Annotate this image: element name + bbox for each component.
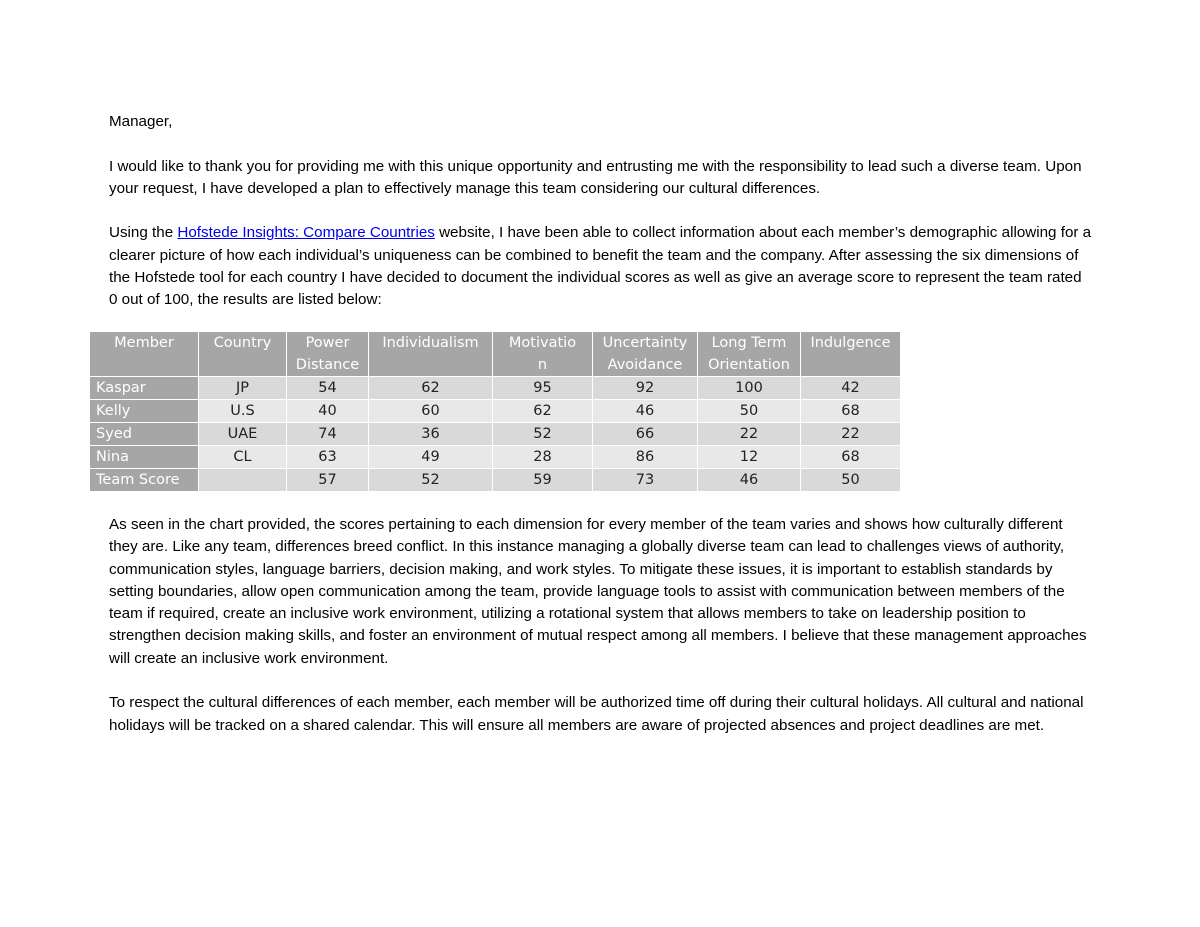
header-long-term-orientation — [698, 332, 801, 377]
member-name: Nina — [90, 446, 199, 469]
letter-body — [109, 111, 1094, 334]
table-cell: 22 — [801, 423, 901, 446]
table-cell: 57 — [287, 469, 369, 492]
table-cell: 60 — [369, 400, 493, 423]
table-header-row — [90, 332, 901, 377]
header-line: Avoidance — [607, 357, 683, 373]
member-name: Kelly — [90, 400, 199, 423]
table-cell: 86 — [593, 446, 698, 469]
table-cell: 49 — [369, 446, 493, 469]
table-cell: 40 — [287, 400, 369, 423]
table-cell: 46 — [698, 469, 801, 492]
hofstede-scores-table — [89, 331, 901, 492]
table-cell: 74 — [287, 423, 369, 446]
header-line: n — [537, 357, 548, 373]
header-line: Individualism — [382, 335, 479, 351]
member-name: Kaspar — [90, 377, 199, 400]
table-cell: U.S — [199, 400, 287, 423]
header-line: Power — [305, 335, 350, 351]
table-cell: JP — [199, 377, 287, 400]
header-line: Indulgence — [810, 335, 891, 351]
header-member — [90, 332, 199, 377]
table-cell: 92 — [593, 377, 698, 400]
table-cell: 59 — [493, 469, 593, 492]
table-row — [90, 400, 901, 423]
table-cell: 62 — [369, 377, 493, 400]
header-motivation — [493, 332, 593, 377]
header-line: Uncertainty — [602, 335, 688, 351]
analysis-paragraph: As seen in the chart provided, the scores pertaining to each dimension for every member of the team varies and shows how culturally different they are. Like any team, differences breed conflict. In this instance managing a globally diverse team can lead to challenges views of authority, communication styles, language barriers, decision making, and work styles. To mitigate these issues, it is important to establish standards by setting boundaries, allow open communication among the team, provide language tools to assist with communication between members of the team if required, create an inclusive work environment, utilizing a rotational system that allows members to take on leadership position to strengthen decision making skills, and foster an environment of mutual respect among all members. I believe that these management approaches will create an inclusive work environment. — [109, 516, 1087, 667]
header-indulgence — [801, 332, 901, 377]
table-cell: 68 — [801, 400, 901, 423]
paragraph-text-after-link: website, I have been able to collect information about each member’s demographic allowing for a clearer picture of how each individual’s uniqueness can be combined to benefit the team and the company. After assessing the six dimensions of the Hofstede tool for each country I have decided to document the individual scores as well as give an average score to represent the team rated 0 out of 100, the results are listed below: — [109, 224, 1092, 309]
header-power-distance — [287, 332, 369, 377]
table-cell: 73 — [593, 469, 698, 492]
header-line: Country — [213, 335, 272, 351]
header-uncertainty-avoidance — [593, 332, 698, 377]
table-cell — [199, 469, 287, 492]
header-individualism — [369, 332, 493, 377]
table-cell: CL — [199, 446, 287, 469]
hofstede-paragraph — [109, 222, 1094, 311]
paragraph-text-before-link: Using the — [109, 224, 178, 242]
table-cell: 52 — [369, 469, 493, 492]
team-score-row — [90, 469, 901, 492]
header-line: Long Term — [711, 335, 787, 351]
header-line: Orientation — [708, 357, 790, 373]
table-cell: 22 — [698, 423, 801, 446]
header-line: Distance — [295, 357, 360, 373]
header-line: Motivatio — [508, 335, 577, 351]
table-cell: 28 — [493, 446, 593, 469]
table-cell: 54 — [287, 377, 369, 400]
scores-table-container — [89, 331, 901, 492]
table-cell: 12 — [698, 446, 801, 469]
table-cell: 62 — [493, 400, 593, 423]
holidays-paragraph: To respect the cultural differences of each member, each member will be authorized time off during their cultural holidays. All cultural and national holidays will be tracked on a shared calendar. This will ensure all members are aware of projected absences and project deadlines are met. — [109, 694, 1084, 734]
table-row — [90, 423, 901, 446]
table-cell: 46 — [593, 400, 698, 423]
table-cell: 50 — [801, 469, 901, 492]
table-cell: UAE — [199, 423, 287, 446]
hofstede-compare-countries-link[interactable]: Hofstede Insights: Compare Countries — [177, 224, 435, 242]
salutation: Manager, — [109, 113, 173, 130]
table-cell: 52 — [493, 423, 593, 446]
table-cell: 66 — [593, 423, 698, 446]
table-cell: 50 — [698, 400, 801, 423]
header-line: Member — [114, 335, 174, 351]
intro-paragraph: I would like to thank you for providing me with this unique opportunity and entrusting me with the responsibility to lead such a diverse team. Upon your request, I have developed a plan to effectively manage this team considering our cultural differences. — [109, 157, 1082, 197]
table-row — [90, 446, 901, 469]
team-score-label: Team Score — [90, 469, 199, 492]
table-cell: 63 — [287, 446, 369, 469]
table-cell: 36 — [369, 423, 493, 446]
table-cell: 42 — [801, 377, 901, 400]
header-country — [199, 332, 287, 377]
table-row — [90, 377, 901, 400]
table-cell: 68 — [801, 446, 901, 469]
table-cell: 100 — [698, 377, 801, 400]
table-cell: 95 — [493, 377, 593, 400]
member-name: Syed — [90, 423, 199, 446]
letter-body-continued — [109, 514, 1094, 759]
